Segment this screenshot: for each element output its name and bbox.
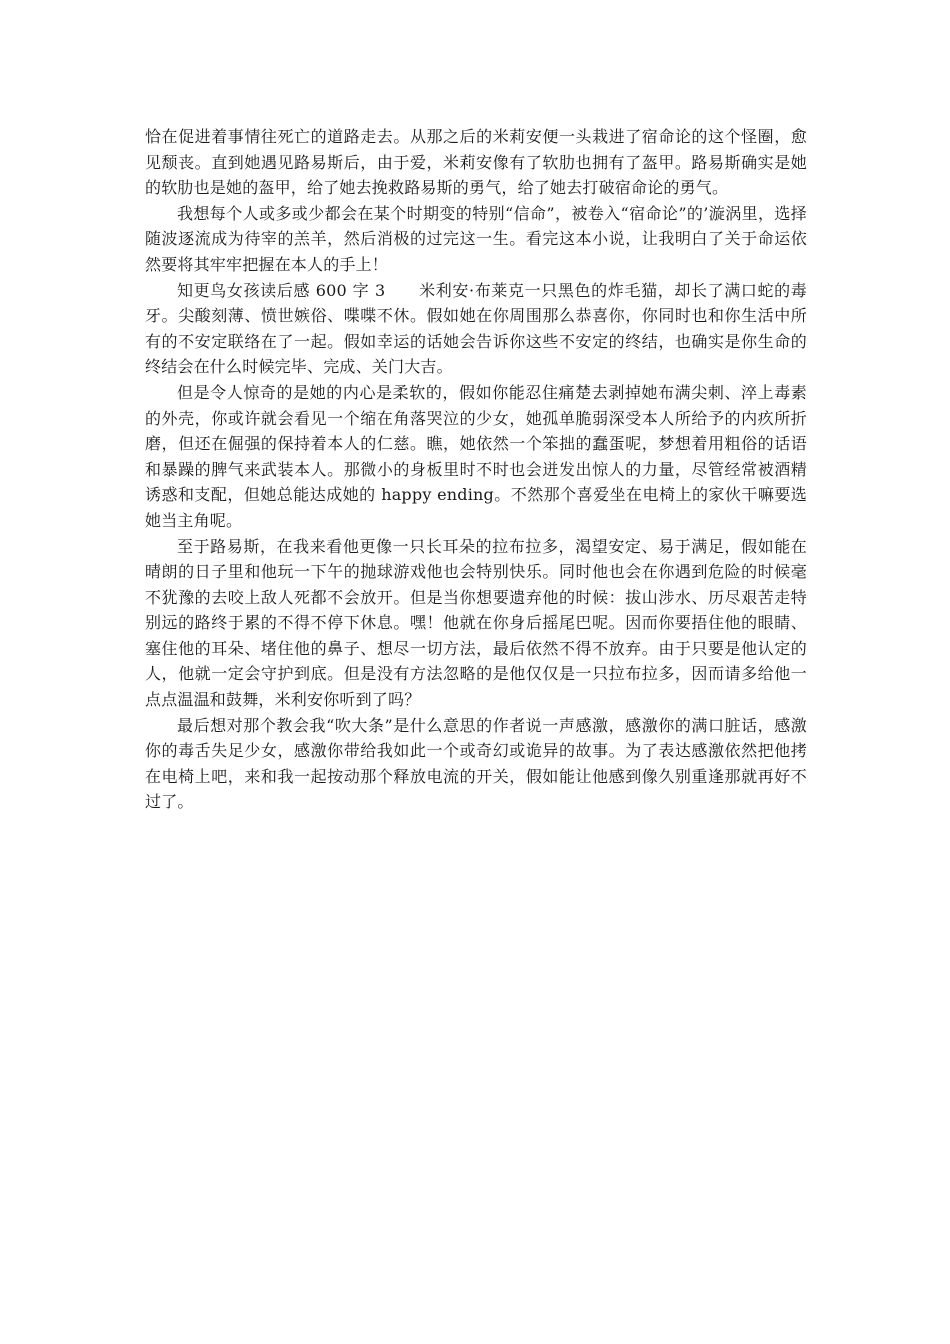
paragraph-1: 恰在促进着事情往死亡的道路走去。从那之后的米莉安便一头栽进了宿命论的这个怪圈，愈见颓丧。直到她遇见路易斯后，由于爱，米莉安像有了软肋也拥有了盔甲。路易斯确实是她的软肋也是她的盔甲，给了她去挽救路易斯的勇气，给了她去打破宿命论的勇气。 — [145, 127, 807, 198]
paragraph-6: 最后想对那个教会我“吹大条”是什么意思的作者说一声感激，感激你的满口脏话，感激你的毒舌失足少女，感激你带给我如此一个或奇幻或诡异的故事。为了表达感激依然把他拷在电椅上吧，来和我一起按动那个释放电流的开关，假如能让他感到像久别重逢那就再好不过了。 — [145, 715, 807, 812]
paragraph-3: 知更鸟女孩读后感 600 字 3 米利安·布莱克一只黑色的炸毛猫，却长了满口蛇的毒牙。尖酸刻薄、愤世嫉俗、喋喋不休。假如她在你周围那么恭喜你，你同时也和你生活中所有的不安定联络在了一起。假如幸运的话她会告诉你这些不安定的终结，也确实是你生命的终结会在什么时候完毕、完成、关门大吉。 — [145, 280, 807, 377]
paragraph-2: 我想每个人或多或少都会在某个时期变的特别“信命”，被卷入“宿命论”的’漩涡里，选择随波逐流成为待宰的羔羊，然后消极的过完这一生。看完这本小说，让我明白了关于命运依然要将其牢牢把握在本人的手上！ — [145, 203, 807, 274]
document-body — [145, 124, 807, 815]
paragraph-5: 至于路易斯，在我来看他更像一只长耳朵的拉布拉多，渴望安定、易于满足，假如能在晴朗的日子里和他玩一下午的抛球游戏他也会特别快乐。同时他也会在你遇到危险的时候毫不犹豫的去咬上敌人死都不会放开。但是当你想要遗弃他的时候：拔山涉水、历尽艰苦走特别远的路终于累的不得不停下休息。嘿！他就在你身后摇尾巴呢。因而你要捂住他的眼睛、塞住他的耳朵、堵住他的鼻子、想尽一切方法，最后依然不得不放弃。由于只要是他认定的人，他就一定会守护到底。但是没有方法忽略的是他仅仅是一只拉布拉多，因而请多给他一点点温温和鼓舞，米利安你听到了吗？ — [145, 536, 807, 710]
paragraph-4: 但是令人惊奇的是她的内心是柔软的，假如你能忍住痛楚去剥掉她布满尖刺、淬上毒素的外壳，你或许就会看见一个缩在角落哭泣的少女，她孤单脆弱深受本人所给予的内疚所折磨，但还在倔强的保持着本人的仁慈。瞧，她依然一个笨拙的蠢蛋呢，梦想着用粗俗的话语和暴躁的脾气来武装本人。那微小的身板里时不时也会迸发出惊人的力量，尽管经常被酒精诱惑和支配，但她总能达成她的 happy ending。不然那个喜爱坐在电椅上的家伙干嘛要选她当主角呢。 — [145, 382, 807, 530]
